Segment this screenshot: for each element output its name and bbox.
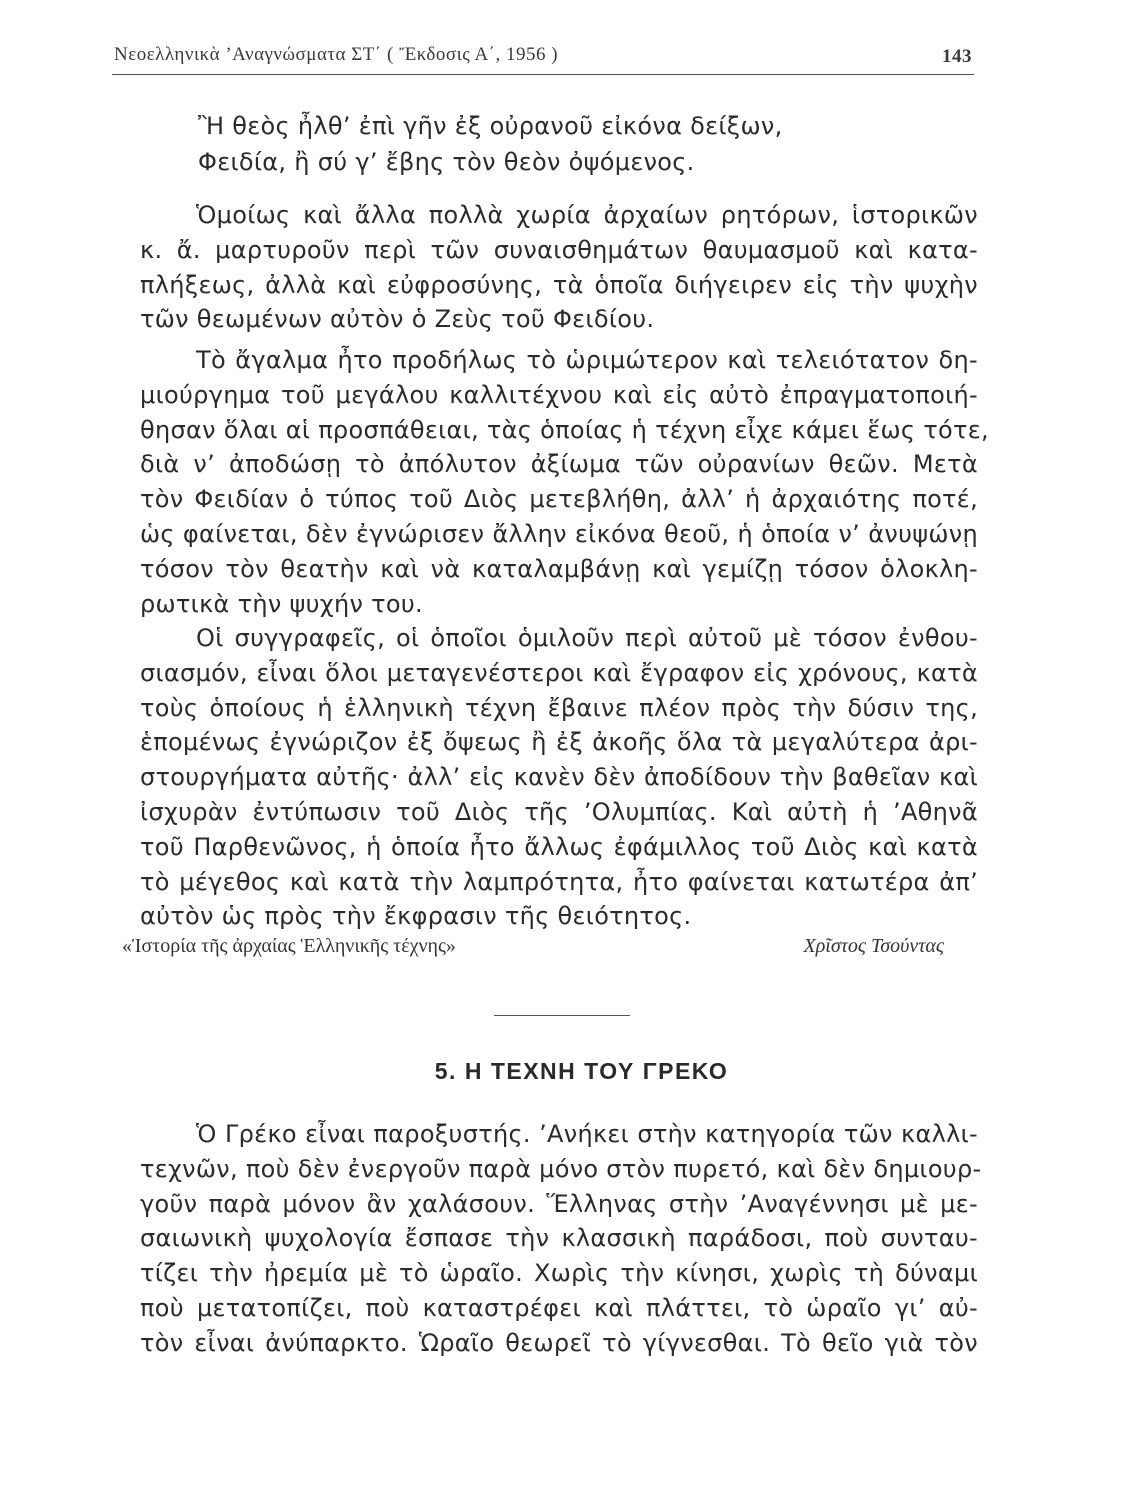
text-line: ὡς φαίνεται, δὲν ἐγνώρισεν ἄλλην εἰκόνα θεοῦ, ἡ ὁποία ν’ ἀνυψώνῃ: [140, 519, 978, 548]
paragraph-statue: [140, 343, 989, 621]
text-line: ποὺ μετατοπίζει, ποὺ καταστρέφει καὶ πλάττει, τὸ ὡραῖο γι’ αὐ-: [140, 1293, 978, 1322]
text-line: κ. ἄ. μαρτυροῦν περὶ τῶν συναισθημάτων θαυμασμοῦ καὶ κατα-: [140, 235, 978, 264]
epigram-line: Φειδία, ἢ σύ γ’ ἔβης τὸν θεὸν ὀψόμενος.: [198, 148, 695, 176]
section-divider: [494, 1015, 630, 1016]
text-line: τεχνῶν, ποὺ δὲν ἐνεργοῦν παρὰ μόνο στὸν πυρετό, καὶ δὲν δημιουρ-: [140, 1154, 982, 1183]
running-header: [112, 38, 974, 75]
text-line: γοῦν παρὰ μόνον ἂν χαλάσουν. Ἕλληνας στὴν ’Αναγέννησι μὲ με-: [140, 1189, 978, 1218]
text-line: Ὁ Γρέκο εἶναι παροξυστής. ’Ανήκει στὴν κατηγορία τῶν καλλι-: [196, 1120, 978, 1148]
citation-source: «Ἱστορία τῆς ἀρχαίας Ἑλληνικῆς τέχνης»: [122, 935, 456, 957]
text-line: τίζει τὴν ἠρεμία μὲ τὸ ὡραῖο. Χωρὶς τὴν κίνησι, χωρὶς τὴ δύναμι: [140, 1259, 978, 1288]
text-line: τοῦ Παρθενῶνος, ἡ ὁποία ἦτο ἄλλως ἐφάμιλλος τοῦ Διὸς καὶ κατὰ: [140, 832, 978, 861]
text-line: ἰσχυρὰν ἐντύπωσιν τοῦ Διὸς τῆς ’Ολυμπίας. Καὶ αὐτὴ ἡ ’Αθηνᾶ: [140, 797, 978, 826]
text-line: τῶν θεωμένων αὐτὸν ὁ Ζεὺς τοῦ Φειδίου.: [140, 305, 655, 334]
paragraph-greco: [140, 1117, 982, 1361]
text-line: τὸ μέγεθος καὶ κατὰ τὴν λαμπρότητα, ἦτο φαίνεται κατωτέρα ἀπ’: [140, 867, 978, 896]
section-title: 5. Η ΤΕΧΝΗ ΤΟΥ ΓΡΕΚΟ: [434, 1058, 729, 1084]
text-line: διὰ ν’ ἀποδώσῃ τὸ ἀπόλυτον ἀξίωμα τῶν οὐρανίων θεῶν. Μετὰ: [140, 450, 978, 479]
text-line: τόσον τὸν θεατὴν καὶ νὰ καταλαμβάνῃ καὶ γεμίζῃ τόσον ὁλοκλη-: [140, 554, 978, 583]
paragraph-testimonies: [140, 198, 978, 337]
text-line: τοὺς ὁποίους ἡ ἑλληνικὴ τέχνη ἔβαινε πλέον πρὸς τὴν δύσιν της,: [140, 693, 978, 722]
text-line: Τὸ ἄγαλμα ἦτο προδήλως τὸ ὡριμώτερον καὶ τελειότατον δη-: [196, 346, 978, 374]
text-line: τὸν εἶναι ἀνύπαρκτο. Ὡραῖο θεωρεῖ τὸ γίγνεσθαι. Τὸ θεῖο γιὰ τὸν: [140, 1328, 978, 1357]
epigram: [198, 108, 783, 180]
citation-author: Χρῖστος Τσούντας: [803, 935, 944, 957]
epigram-line: Ἢ θεὸς ἦλθ’ ἐπὶ γῆν ἐξ οὐρανοῦ εἰκόνα δείξων,: [198, 112, 783, 140]
running-title: Νεοελληνικὰ ’Αναγνώσματα ΣΤ΄ ( Ἔκδοσις Α΄, 1956 ): [114, 44, 559, 65]
text-line: τὸν Φειδίαν ὁ τύπος τοῦ Διὸς μετεβλήθη, ἀλλ’ ἡ ἀρχαιότης ποτέ,: [140, 485, 978, 514]
text-line: Ὁμοίως καὶ ἄλλα πολλὰ χωρία ἀρχαίων ρητόρων, ἱστορικῶν: [196, 201, 978, 229]
text-line: Οἱ συγγραφεῖς, οἱ ὁποῖοι ὁμιλοῦν περὶ αὐτοῦ μὲ τόσον ἐνθου-: [196, 624, 978, 652]
text-line: σαιωνικὴ ψυχολογία ἔσπασε τὴν κλασσικὴ παράδοσι, ποὺ συνταυ-: [140, 1224, 978, 1253]
text-line: στουργήματα αὐτῆς· ἀλλ’ εἰς κανὲν δὲν ἀποδίδουν τὴν βαθεῖαν καὶ: [140, 763, 978, 792]
text-line: πλήξεως, ἀλλὰ καὶ εὐφροσύνης, τὰ ὁποῖα διήγειρεν εἰς τὴν ψυχὴν: [140, 270, 978, 299]
page-number: 143: [942, 46, 972, 67]
text-line: μιούργημα τοῦ μεγάλου καλλιτέχνου καὶ εἰς αὐτὸ ἐπραγματοποιή-: [140, 380, 978, 409]
text-line: αὐτὸν ὡς πρὸς τὴν ἔκφρασιν τῆς θειότητος.: [140, 902, 692, 931]
text-line: σιασμόν, εἶναι ὅλοι μεταγενέστεροι καὶ ἔγραφον εἰς χρόνους, κατὰ: [140, 658, 978, 687]
text-line: ἑπομένως ἐγνώριζον ἐξ ὄψεως ἢ ἐξ ἀκοῆς ὅλα τὰ μεγαλύτερα ἀρι-: [140, 728, 978, 757]
text-line: θησαν ὅλαι αἱ προσπάθειαι, τὰς ὁποίας ἡ τέχνη εἶχε κάμει ἕως τότε,: [140, 415, 989, 444]
text-line: ρωτικὰ τὴν ψυχήν του.: [140, 589, 423, 618]
paragraph-writers: [140, 621, 978, 934]
